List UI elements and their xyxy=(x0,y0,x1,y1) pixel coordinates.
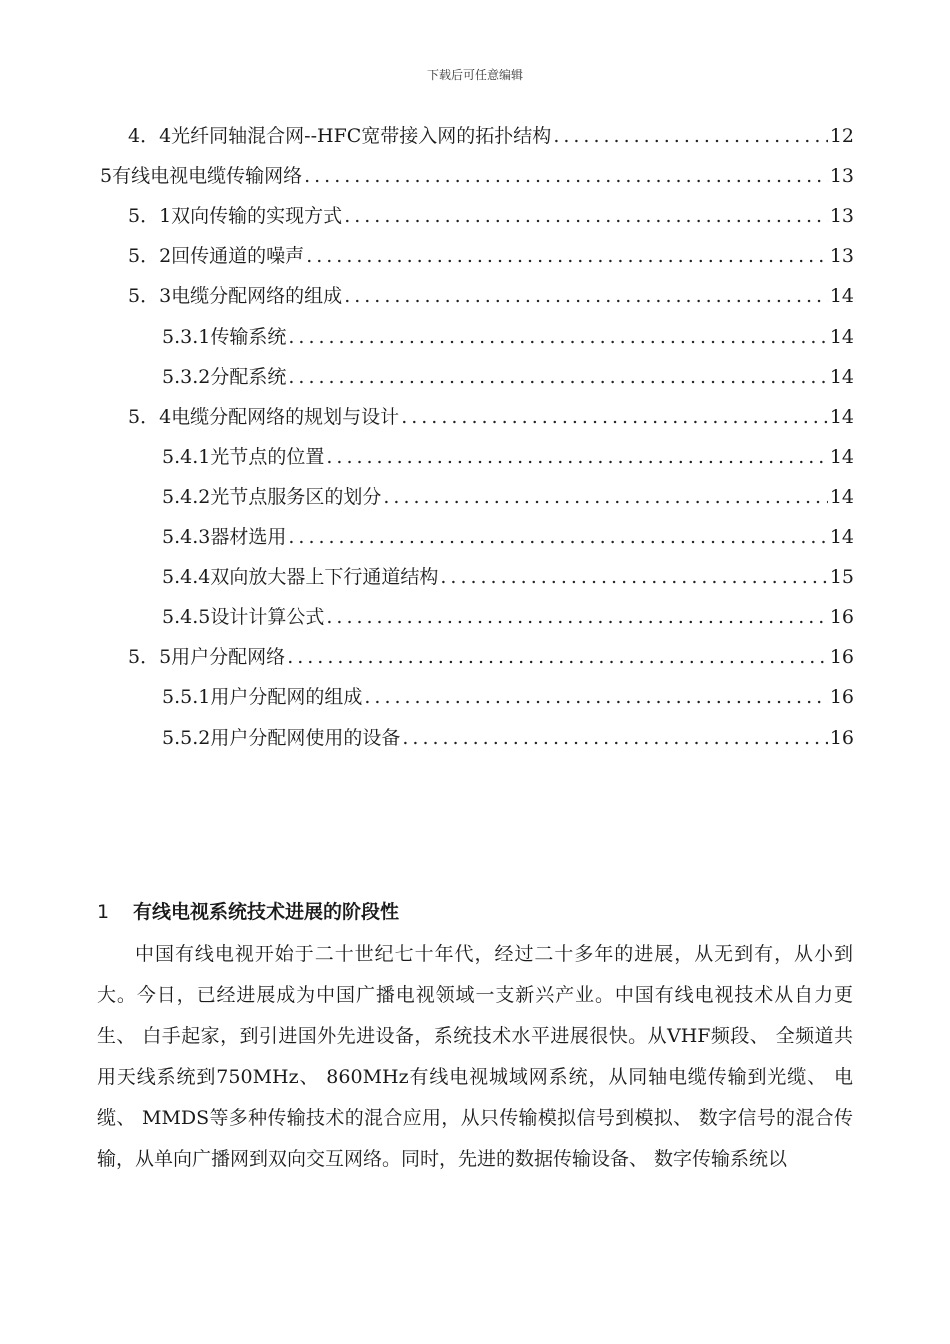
toc-entry-page: 14 xyxy=(829,485,854,508)
toc-leader-dots xyxy=(326,437,827,477)
toc-entry[interactable] xyxy=(100,156,854,196)
toc-entry-label: 5.4.3器材选用 xyxy=(162,526,287,548)
toc-entry[interactable] xyxy=(128,196,854,236)
toc-entry-page: 14 xyxy=(829,405,854,428)
toc-entry-page: 12 xyxy=(829,125,854,147)
toc-entry-page: 14 xyxy=(829,285,854,308)
toc-entry[interactable] xyxy=(162,677,854,717)
toc-entry-page: 14 xyxy=(829,325,854,348)
toc-entry[interactable] xyxy=(162,597,854,637)
toc-entry[interactable] xyxy=(128,116,854,156)
toc-entry-label: 5.3.2分配系统 xyxy=(162,365,287,388)
toc-entry-page: 16 xyxy=(829,646,854,669)
toc-leader-dots xyxy=(306,236,828,276)
toc-entry-page: 13 xyxy=(829,165,854,188)
toc-entry-label: 4．4光纤同轴混合网--HFC宽带接入网的拓扑结构 xyxy=(128,125,552,147)
toc-leader-dots xyxy=(402,718,827,758)
toc-entry-label: 5.4.2光节点服务区的划分 xyxy=(162,485,382,508)
toc-entry[interactable] xyxy=(162,517,854,557)
toc-entry-label: 5.4.4双向放大器上下行通道结构 xyxy=(162,566,439,589)
toc-leader-dots xyxy=(364,677,827,717)
toc-entry-page: 16 xyxy=(829,686,854,709)
toc-entry[interactable] xyxy=(162,477,854,517)
toc-entry-label: 5．5用户分配网络 xyxy=(128,646,286,669)
toc-entry-page: 13 xyxy=(829,245,854,268)
toc-leader-dots xyxy=(344,276,828,316)
toc-entry-page: 13 xyxy=(829,205,854,228)
section-title: 有线电视系统技术进展的阶段性 xyxy=(133,901,400,923)
toc-entry[interactable] xyxy=(162,357,854,397)
toc-leader-dots xyxy=(344,196,828,236)
toc-entry-label: 5．4电缆分配网络的规划与设计 xyxy=(128,405,400,428)
toc-leader-dots xyxy=(288,517,827,557)
toc-entry-label: 5．2回传通道的噪声 xyxy=(128,245,305,268)
toc-entry-label: 5有线电视电缆传输网络 xyxy=(100,165,303,188)
toc-entry-page: 14 xyxy=(829,526,854,548)
body-paragraph: 中国有线电视开始于二十世纪七十年代，经过二十多年的进展，从无到有，从小到大。今日，已经进展成为中国广播电视领域一支新兴产业。中国有线电视技术从自力更生、 白手起家，到引进国外先进设备，系统技术水平进展很快。从VHF频段、 全频道共用天线系统到750MHz、 860MHz有线电视城域网系统，从同轴电缆传输到光缆、 电缆、 MMDS等多种传输技术的混合应用，从只传输模拟信号到模拟、 数字信号的混合传输，从单向广播网到双向交互网络。同时，先进的数据传输设备、 数字传输系统以 xyxy=(97,943,853,1170)
toc-entry-label: 5.4.5设计计算公式 xyxy=(162,606,325,629)
toc-leader-dots xyxy=(553,116,828,156)
toc-leader-dots xyxy=(401,397,828,437)
page-header: 下载后可任意编辑 xyxy=(426,68,523,82)
toc-leader-dots xyxy=(304,156,828,196)
toc-leader-dots xyxy=(383,477,827,517)
toc-entry[interactable] xyxy=(128,236,854,276)
toc-entry-label: 5.5.2用户分配网使用的设备 xyxy=(162,726,401,749)
toc-entry-page: 16 xyxy=(829,606,854,629)
toc-entry-page: 14 xyxy=(829,365,854,388)
toc-leader-dots xyxy=(288,317,827,357)
toc-entry-label: 5.4.1光节点的位置 xyxy=(162,445,325,468)
toc-entry[interactable] xyxy=(128,397,854,437)
toc-entry-label: 5.3.1传输系统 xyxy=(162,325,287,348)
toc-entry-page: 15 xyxy=(829,566,854,589)
toc-leader-dots xyxy=(440,557,827,597)
toc-entry-page: 14 xyxy=(829,445,854,468)
toc-entry[interactable] xyxy=(162,437,854,477)
toc-entry[interactable] xyxy=(162,718,854,758)
section-heading xyxy=(97,897,399,924)
toc-leader-dots xyxy=(326,597,827,637)
toc-entry-label: 5．3电缆分配网络的组成 xyxy=(128,285,343,308)
toc-entry-label: 5.5.1用户分配网的组成 xyxy=(162,686,363,709)
toc-entry-label: 5．1双向传输的实现方式 xyxy=(128,205,343,228)
section-number: 1 xyxy=(97,901,110,923)
toc-leader-dots xyxy=(288,357,827,397)
toc-entry-page: 16 xyxy=(829,726,854,749)
toc-entry[interactable] xyxy=(162,317,854,357)
toc-entry[interactable] xyxy=(162,557,854,597)
toc-entry[interactable] xyxy=(128,637,854,677)
toc-entry[interactable] xyxy=(128,276,854,316)
toc-leader-dots xyxy=(287,637,828,677)
